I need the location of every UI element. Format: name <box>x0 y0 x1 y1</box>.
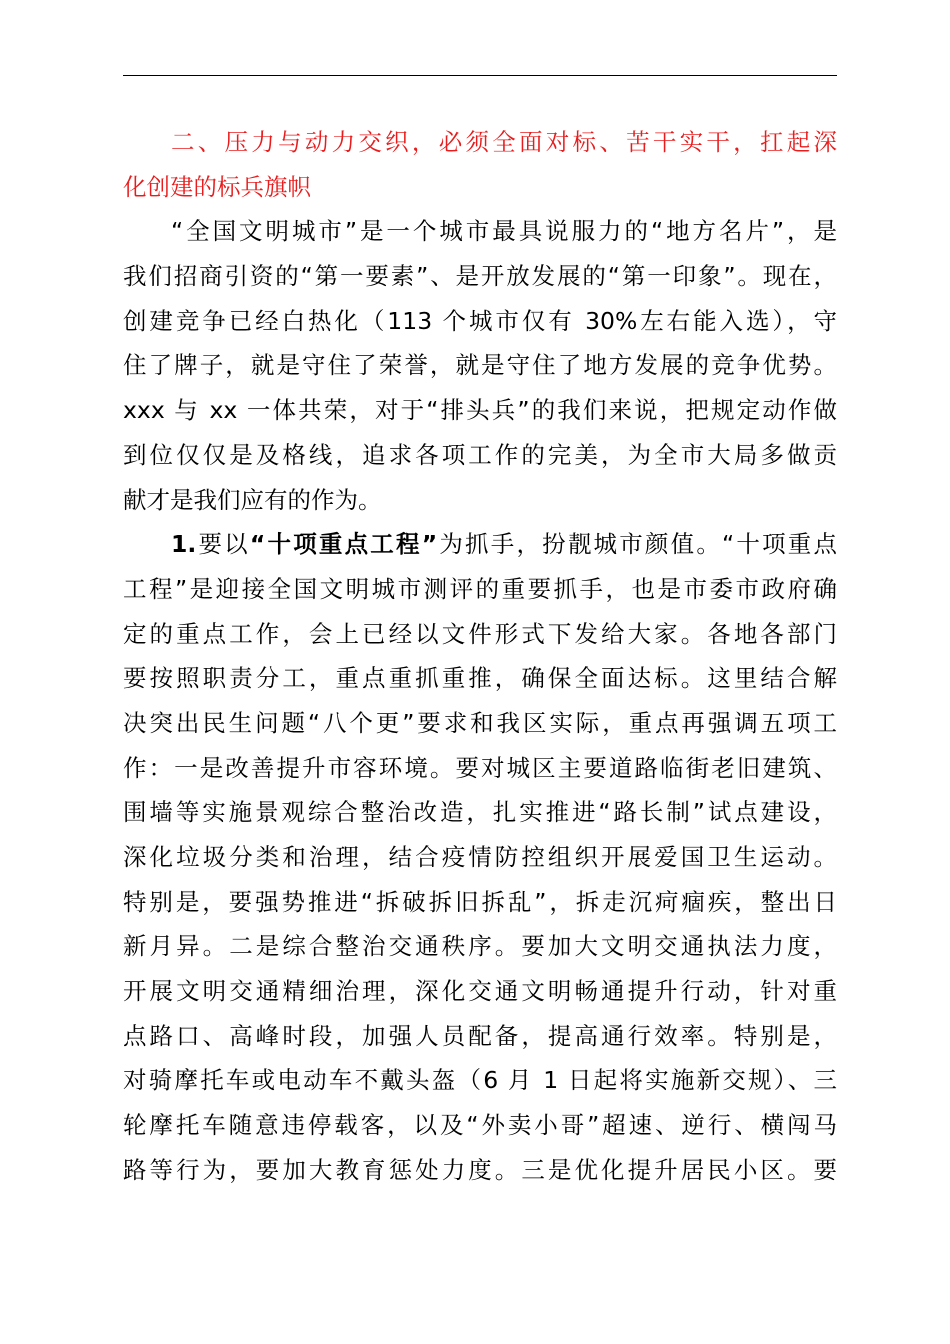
paragraph-1-line: 我们招商引资的“第一要素”、是开放发展的“第一印象”。现在， <box>123 262 837 291</box>
paragraph-2-line: 决突出民生问题“八个更”要求和我区实际，重点再强调五项工 <box>123 708 837 737</box>
paragraph-2-first-line <box>123 522 837 567</box>
paragraph-1-line: “全国文明城市”是一个城市最具说服力的“地方名片”，是 <box>171 217 837 246</box>
paragraph-2-line: 深化垃圾分类和治理，结合疫情防控组织开展爱国卫生运动。 <box>123 843 837 871</box>
paragraph-2-line: 开展文明交通精细治理，深化交通文明畅通提升行动，针对重 <box>123 977 837 1006</box>
paragraph-2-line: 要按照职责分工，重点重抓重推，确保全面达标。这里结合解 <box>123 664 837 693</box>
paragraph-2-lead: 要以 <box>196 530 250 559</box>
paragraph-2-line: 特别是，要强势推进“拆破拆旧拆乱”，拆走沉疴痼疾，整出日 <box>123 887 837 916</box>
section-heading-line-2: 化创建的标兵旗帜 <box>123 172 311 201</box>
paragraph-2-line: 围墙等实施景观综合整治改造，扎实推进“路长制”试点建设， <box>123 798 837 827</box>
header-rule <box>123 75 837 76</box>
paragraph-2-line: 工程”是迎接全国文明城市测评的重要抓手，也是市委市政府确 <box>123 574 837 603</box>
paragraph-1-line: xxx 与 xx 一体共荣，对于“排头兵”的我们来说，把规定动作做 <box>123 396 837 425</box>
item-number: 1. <box>171 530 197 559</box>
paragraph-2-line: 定的重点工作，会上已经以文件形式下发给大家。各地各部门 <box>123 619 837 648</box>
paragraph-1-line: 献才是我们应有的作为。 <box>123 485 382 514</box>
paragraph-1-line: 创建竞争已经白热化（113 个城市仅有 30%左右能入选），守 <box>123 306 837 335</box>
paragraph-1-line: 住了牌子，就是守住了荣誉，就是守住了地方发展的竞争优势。 <box>123 351 837 380</box>
paragraph-2-line: 轮摩托车随意违停载客，以及“外卖小哥”超速、逆行、横闯马 <box>123 1111 837 1140</box>
paragraph-2-line: 路等行为，要加大教育惩处力度。三是优化提升居民小区。要 <box>123 1155 837 1184</box>
section-heading-line-1: 二、压力与动力交织，必须全面对标、苦干实干，扛起深 <box>171 128 837 156</box>
paragraph-2-line: 新月异。二是综合整治交通秩序。要加大文明交通执法力度， <box>123 932 837 961</box>
paragraph-2-line: 对骑摩托车或电动车不戴头盔（6 月 1 日起将实施新交规）、三 <box>123 1066 837 1095</box>
paragraph-2-line: 作：一是改善提升市容环境。要对城区主要道路临街老旧建筑、 <box>123 753 837 782</box>
paragraph-1-line: 到位仅仅是及格线，追求各项工作的完美，为全市大局多做贡 <box>123 440 837 469</box>
paragraph-2-lead-rest: 为抓手，扮靓城市颜值。“十项重点 <box>437 530 837 559</box>
item-title-quote: “十项重点工程” <box>249 530 438 559</box>
paragraph-2-line: 点路口、高峰时段，加强人员配备，提高通行效率。特别是， <box>123 1021 837 1050</box>
document-body <box>123 120 837 1193</box>
